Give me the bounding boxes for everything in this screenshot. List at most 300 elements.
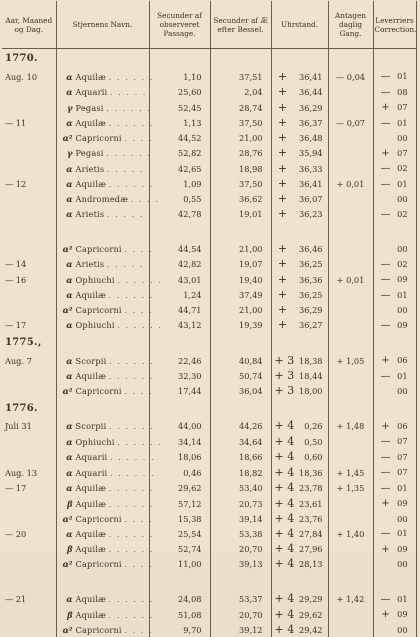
clock-sign: +	[275, 162, 291, 177]
table-row	[2, 161, 416, 177]
star-cell	[56, 242, 149, 257]
table-row	[2, 434, 416, 450]
clock-value: 36,25	[299, 257, 324, 272]
correction-cell	[373, 100, 416, 116]
clock-state-cell	[271, 557, 328, 572]
spacer-row	[2, 222, 416, 242]
star-name: Ophiuchi	[76, 275, 115, 285]
clock-state-cell	[271, 623, 328, 637]
star-cell	[56, 69, 149, 85]
correction-sign: —	[377, 178, 395, 193]
correction-value: 00	[397, 244, 407, 254]
observed-seconds: 57,12	[149, 496, 210, 512]
daily-rate	[328, 161, 373, 177]
star-name: Ophiuchi	[76, 320, 115, 330]
clock-value: 18,00	[299, 384, 324, 399]
clock-state-cell	[271, 116, 328, 132]
date-cell	[2, 623, 56, 637]
empty-cell	[210, 399, 271, 419]
leader-dots: . . . . . .	[117, 320, 162, 330]
leader-dots: . . . . . .	[109, 483, 154, 493]
correction-cell	[373, 481, 416, 497]
bessel-seconds: 20,73	[210, 496, 271, 512]
observed-seconds: 1,09	[149, 177, 210, 193]
star-cell	[56, 481, 149, 497]
correction-sign: +	[377, 101, 395, 116]
table-row	[2, 419, 416, 435]
leader-dots: . . . . . .	[107, 164, 152, 174]
star-cell	[56, 288, 149, 304]
star-name: Arietis	[76, 259, 105, 269]
correction-value: 01	[397, 483, 407, 493]
clock-sign: + 3	[275, 369, 291, 384]
daily-rate: + 1,05	[328, 353, 373, 369]
observation-table	[2, 1, 417, 637]
spacer-row	[2, 572, 416, 592]
correction-cell	[373, 592, 416, 608]
correction-cell	[373, 369, 416, 385]
greek-letter: α²	[60, 557, 73, 572]
leader-dots: . . . .	[124, 386, 153, 396]
bessel-seconds: 34,64	[210, 434, 271, 450]
correction-cell	[373, 146, 416, 162]
correction-sign: —	[377, 162, 395, 177]
header-star-name: Stjernens Navn.	[56, 1, 149, 49]
clock-state-cell	[271, 161, 328, 177]
table-row	[2, 69, 416, 85]
star-name: Andromedæ	[76, 194, 129, 204]
year-label: 1770.	[2, 49, 56, 70]
clock-value: 0,26	[304, 419, 324, 434]
bessel-seconds: 20,70	[210, 542, 271, 558]
clock-sign: +	[275, 207, 291, 222]
empty-cell	[373, 572, 416, 592]
correction-value: 01	[397, 118, 407, 128]
correction-sign: —	[377, 482, 395, 497]
leader-dots: . . . .	[124, 625, 153, 635]
clock-value: 36,36	[299, 273, 324, 288]
correction-value: 00	[397, 559, 407, 569]
daily-rate	[328, 557, 373, 572]
date-cell	[2, 369, 56, 385]
bessel-seconds: 39,12	[210, 623, 271, 637]
observed-seconds: 1,24	[149, 288, 210, 304]
date-cell	[2, 207, 56, 223]
year-row	[2, 49, 416, 70]
leader-dots: . . . .	[124, 559, 153, 569]
correction-sign: —	[377, 273, 395, 288]
star-name: Capricorni	[76, 244, 122, 254]
date-cell	[2, 303, 56, 318]
empty-cell	[149, 222, 210, 242]
daily-rate	[328, 318, 373, 334]
empty-cell	[271, 333, 328, 353]
correction-sign: —	[377, 435, 395, 450]
clock-value: 23,76	[299, 512, 324, 527]
clock-sign: + 4	[275, 527, 291, 542]
correction-cell	[373, 434, 416, 450]
correction-sign: +	[377, 608, 395, 623]
date-cell	[2, 192, 56, 207]
correction-value: 07	[397, 148, 407, 158]
daily-rate: + 1,42	[328, 592, 373, 608]
empty-cell	[2, 572, 56, 592]
clock-state-cell	[271, 318, 328, 334]
daily-rate: + 1,40	[328, 526, 373, 542]
bessel-seconds: 21,00	[210, 303, 271, 318]
star-cell	[56, 450, 149, 466]
clock-value: 0,50	[304, 435, 324, 450]
header-daily-rate: Antagen daglig Gang.	[328, 1, 373, 49]
star-name: Aquilæ	[76, 499, 107, 509]
clock-value: 36,33	[299, 162, 324, 177]
clock-value: 29,29	[299, 592, 324, 607]
clock-state-cell	[271, 272, 328, 288]
year-label: 1776.	[2, 399, 56, 419]
empty-cell	[56, 222, 149, 242]
correction-cell	[373, 419, 416, 435]
clock-state-cell	[271, 542, 328, 558]
correction-sign: +	[377, 420, 395, 435]
clock-sign: + 4	[275, 623, 291, 637]
star-cell	[56, 257, 149, 273]
date-cell	[2, 288, 56, 304]
observed-seconds: 52,45	[149, 100, 210, 116]
correction-value: 01	[397, 371, 407, 381]
correction-value: 00	[397, 386, 407, 396]
greek-letter: α	[60, 369, 73, 384]
star-cell	[56, 100, 149, 116]
date-cell: Juli 31	[2, 419, 56, 435]
clock-state-cell	[271, 146, 328, 162]
date-cell	[2, 100, 56, 116]
correction-cell	[373, 161, 416, 177]
date-cell: — 16	[2, 272, 56, 288]
correction-sign: —	[377, 258, 395, 273]
clock-sign: + 4	[275, 497, 291, 512]
correction-value: 00	[397, 625, 407, 635]
bessel-seconds: 36,62	[210, 192, 271, 207]
header-clock-state: Uhrstand.	[271, 1, 328, 49]
greek-letter: α²	[60, 131, 73, 146]
clock-state-cell	[271, 526, 328, 542]
observed-seconds: 44,54	[149, 242, 210, 257]
correction-cell	[373, 318, 416, 334]
empty-cell	[328, 222, 373, 242]
correction-value: 07	[397, 436, 407, 446]
correction-value: 00	[397, 133, 407, 143]
empty-cell	[149, 333, 210, 353]
leader-dots: . . . . . .	[109, 356, 154, 366]
clock-state-cell	[271, 369, 328, 385]
daily-rate	[328, 434, 373, 450]
observed-seconds: 25,54	[149, 526, 210, 542]
table-row	[2, 592, 416, 608]
correction-value: 09	[397, 498, 407, 508]
clock-value: 36,48	[299, 131, 324, 146]
clock-value: 28,13	[299, 557, 324, 572]
daily-rate	[328, 100, 373, 116]
leader-dots: . . . . . .	[109, 371, 154, 381]
observed-seconds: 42,78	[149, 207, 210, 223]
star-name: Pegasi	[76, 103, 104, 113]
clock-value: 36,23	[299, 207, 324, 222]
star-name: Aquilæ	[76, 483, 107, 493]
correction-sign: —	[377, 117, 395, 132]
clock-value: 27,96	[299, 542, 324, 557]
leader-dots: . . . . . .	[109, 72, 154, 82]
star-cell	[56, 207, 149, 223]
daily-rate	[328, 303, 373, 318]
greek-letter: α	[60, 466, 73, 481]
star-name: Capricorni	[76, 625, 122, 635]
clock-sign: + 4	[275, 542, 291, 557]
leader-dots: . . . . . .	[117, 437, 162, 447]
star-name: Aquilæ	[76, 610, 107, 620]
greek-letter: α²	[60, 512, 73, 527]
correction-value: 08	[397, 87, 407, 97]
bessel-seconds: 39,14	[210, 512, 271, 527]
table-row	[2, 100, 416, 116]
clock-value: 36,44	[299, 85, 324, 100]
observed-seconds: 32,30	[149, 369, 210, 385]
leader-dots: . . . . .	[110, 87, 147, 97]
clock-state-cell	[271, 69, 328, 85]
empty-cell	[328, 572, 373, 592]
empty-cell	[149, 572, 210, 592]
clock-value: 36,37	[299, 116, 324, 131]
empty-cell	[56, 49, 149, 70]
correction-value: 02	[397, 163, 407, 173]
header-bessel: Secunder af Æ efter Bessel.	[210, 1, 271, 49]
clock-state-cell	[271, 242, 328, 257]
daily-rate: + 0,01	[328, 177, 373, 193]
star-cell	[56, 353, 149, 369]
clock-sign: +	[275, 288, 291, 303]
table-row	[2, 465, 416, 481]
clock-sign: +	[275, 273, 291, 288]
greek-letter: α	[60, 273, 73, 288]
observed-seconds: 24,08	[149, 592, 210, 608]
empty-cell	[210, 333, 271, 353]
star-cell	[56, 131, 149, 146]
star-cell	[56, 177, 149, 193]
correction-cell	[373, 177, 416, 193]
clock-sign: + 3	[275, 384, 291, 399]
date-cell: — 14	[2, 257, 56, 273]
leader-dots: . . . . . .	[110, 468, 155, 478]
leader-dots: . . . . . .	[117, 275, 162, 285]
star-cell	[56, 384, 149, 399]
greek-letter: α²	[60, 303, 73, 318]
clock-sign: +	[275, 242, 291, 257]
star-cell	[56, 623, 149, 637]
empty-cell	[2, 222, 56, 242]
star-name: Aquilæ	[76, 529, 107, 539]
date-cell	[2, 146, 56, 162]
leader-dots: . . . . . .	[109, 610, 154, 620]
correction-cell	[373, 272, 416, 288]
clock-sign: + 3	[275, 354, 291, 369]
clock-sign: +	[275, 131, 291, 146]
clock-value: 36,46	[299, 242, 324, 257]
bessel-seconds: 19,07	[210, 257, 271, 273]
date-cell: Aug. 10	[2, 69, 56, 85]
star-cell	[56, 146, 149, 162]
star-cell	[56, 192, 149, 207]
empty-cell	[210, 572, 271, 592]
greek-letter: γ	[60, 146, 73, 161]
star-cell	[56, 496, 149, 512]
star-cell	[56, 434, 149, 450]
empty-cell	[328, 49, 373, 70]
table-row	[2, 192, 416, 207]
clock-sign: +	[275, 192, 291, 207]
bessel-seconds: 18,98	[210, 161, 271, 177]
correction-cell	[373, 353, 416, 369]
clock-value: 23,61	[299, 497, 324, 512]
leader-dots: . . . .	[124, 133, 153, 143]
bessel-seconds: 28,76	[210, 146, 271, 162]
star-cell	[56, 592, 149, 608]
clock-state-cell	[271, 288, 328, 304]
greek-letter: α	[60, 257, 73, 272]
clock-sign: + 4	[275, 512, 291, 527]
correction-sign: —	[377, 466, 395, 481]
star-name: Aquarii	[76, 468, 108, 478]
correction-value: 09	[397, 274, 407, 284]
clock-value: 18,36	[299, 466, 324, 481]
table-row	[2, 146, 416, 162]
observed-seconds: 43,12	[149, 318, 210, 334]
table-row	[2, 257, 416, 273]
date-cell	[2, 85, 56, 101]
greek-letter: α²	[60, 623, 73, 637]
date-cell	[2, 242, 56, 257]
leader-dots: . . . . . .	[109, 594, 154, 604]
date-cell	[2, 450, 56, 466]
star-cell	[56, 161, 149, 177]
correction-cell	[373, 242, 416, 257]
table-row	[2, 450, 416, 466]
leader-dots: . . . . . .	[109, 290, 154, 300]
observed-seconds: 11,00	[149, 557, 210, 572]
leader-dots: . . . . . .	[109, 499, 154, 509]
bessel-seconds: 53,38	[210, 526, 271, 542]
daily-rate	[328, 288, 373, 304]
clock-sign: +	[275, 101, 291, 116]
observed-seconds: 1,10	[149, 69, 210, 85]
correction-value: 00	[397, 194, 407, 204]
table-row	[2, 288, 416, 304]
clock-sign: + 4	[275, 450, 291, 465]
daily-rate	[328, 450, 373, 466]
clock-state-cell	[271, 353, 328, 369]
clock-state-cell	[271, 177, 328, 193]
bessel-seconds: 28,74	[210, 100, 271, 116]
greek-letter: β	[60, 497, 73, 512]
table-row	[2, 481, 416, 497]
table-row	[2, 131, 416, 146]
table-row	[2, 242, 416, 257]
date-cell: — 20	[2, 526, 56, 542]
star-name: Aquilæ	[76, 544, 107, 554]
bessel-seconds: 18,66	[210, 450, 271, 466]
clock-state-cell	[271, 481, 328, 497]
clock-sign: + 4	[275, 592, 291, 607]
bessel-seconds: 37,50	[210, 177, 271, 193]
clock-value: 36,25	[299, 288, 324, 303]
correction-cell	[373, 207, 416, 223]
clock-sign: +	[275, 85, 291, 100]
date-cell	[2, 161, 56, 177]
correction-value: 01	[397, 71, 407, 81]
clock-value: 23,78	[299, 481, 324, 496]
bessel-seconds: 19,39	[210, 318, 271, 334]
daily-rate: + 0,01	[328, 272, 373, 288]
correction-sign: —	[377, 319, 395, 334]
clock-value: 0,60	[304, 450, 324, 465]
greek-letter: α	[60, 318, 73, 333]
correction-cell	[373, 450, 416, 466]
clock-value: 36,29	[299, 303, 324, 318]
clock-sign: + 4	[275, 419, 291, 434]
bessel-seconds: 19,40	[210, 272, 271, 288]
table-row	[2, 369, 416, 385]
correction-cell	[373, 542, 416, 558]
leader-dots: . . . . . .	[109, 529, 154, 539]
empty-cell	[271, 572, 328, 592]
leader-dots: . . . . . .	[109, 118, 154, 128]
correction-cell	[373, 303, 416, 318]
star-name: Pegasi	[76, 148, 104, 158]
empty-cell	[373, 49, 416, 70]
leader-dots: . . . . . .	[109, 179, 154, 189]
bessel-seconds: 2,04	[210, 85, 271, 101]
table-row	[2, 384, 416, 399]
greek-letter: β	[60, 608, 73, 623]
greek-letter: α	[60, 354, 73, 369]
correction-sign: +	[377, 354, 395, 369]
observed-seconds: 52,74	[149, 542, 210, 558]
empty-cell	[149, 399, 210, 419]
greek-letter: γ	[60, 101, 73, 116]
star-name: Aquilæ	[76, 371, 107, 381]
date-cell	[2, 384, 56, 399]
table-row	[2, 85, 416, 101]
table-row	[2, 116, 416, 132]
star-cell	[56, 512, 149, 527]
clock-state-cell	[271, 257, 328, 273]
bessel-seconds: 40,84	[210, 353, 271, 369]
correction-cell	[373, 69, 416, 85]
correction-value: 06	[397, 421, 407, 431]
greek-letter: α	[60, 116, 73, 131]
bessel-seconds: 19,01	[210, 207, 271, 223]
empty-cell	[373, 333, 416, 353]
date-cell	[2, 512, 56, 527]
table-row	[2, 207, 416, 223]
star-name: Aquilæ	[76, 179, 107, 189]
header-date: Aar, Maaned og Dag.	[2, 1, 56, 49]
correction-value: 07	[397, 452, 407, 462]
clock-state-cell	[271, 192, 328, 207]
leader-dots: . . . . . .	[107, 259, 152, 269]
table-row	[2, 607, 416, 623]
correction-value: 09	[397, 320, 407, 330]
date-cell	[2, 434, 56, 450]
correction-sign: +	[377, 497, 395, 512]
